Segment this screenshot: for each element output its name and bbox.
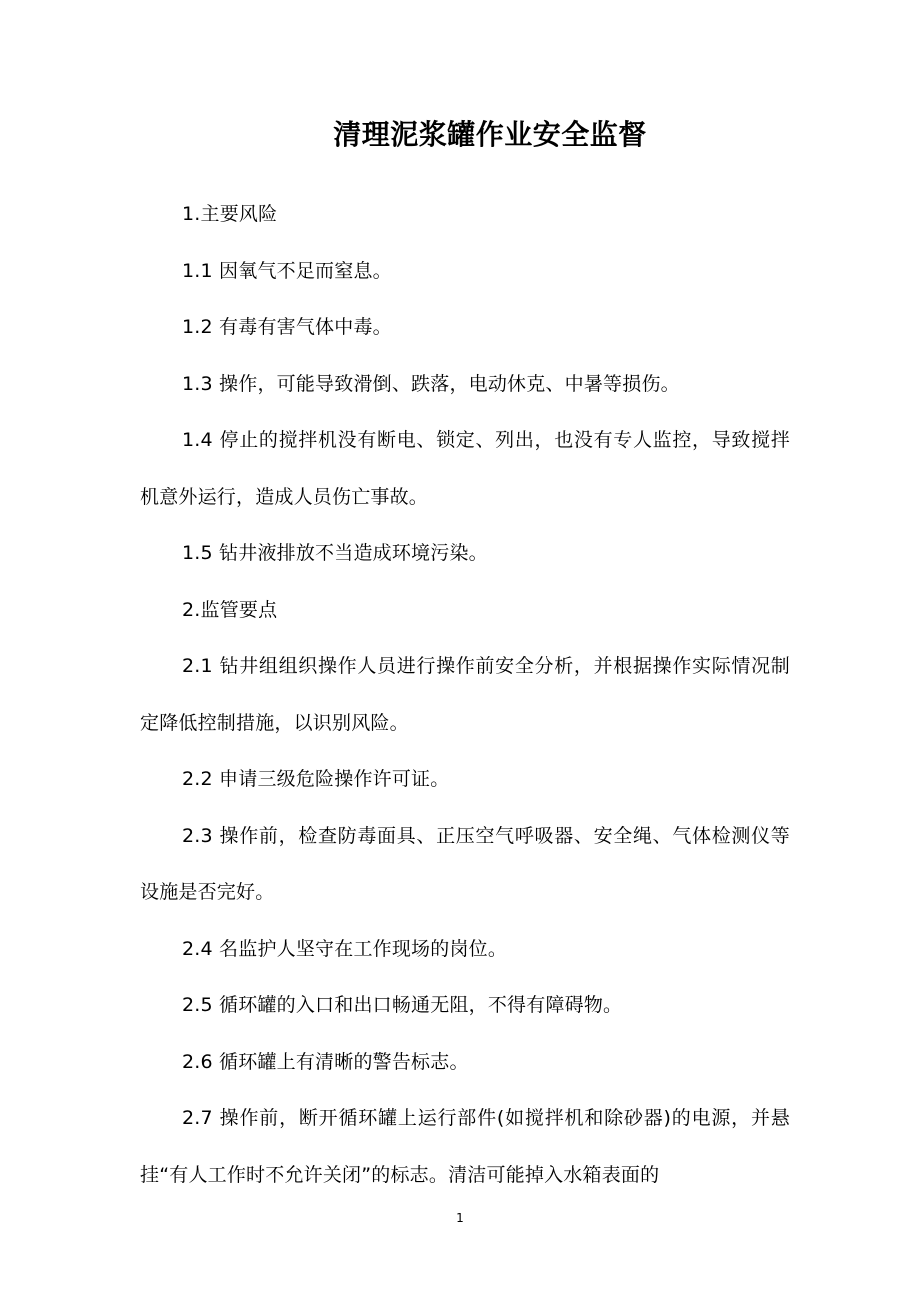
paragraph-1-5: 1.5 钻井液排放不当造成环境污染。 — [182, 542, 488, 564]
paragraph-2-6: 2.6 循环罐上有清晰的警告标志。 — [182, 1050, 469, 1073]
paragraph-2-5: 2.5 循环罐的入口和出口畅通无阻，不得有障碍物。 — [182, 994, 623, 1016]
paragraph-1-1: 1.1 因氧气不足而窒息。 — [182, 259, 392, 282]
paragraph-section-2-heading: 2.监管要点 — [182, 598, 278, 621]
paragraph-2-4: 2.4 名监护人坚守在工作现场的岗位。 — [182, 937, 508, 960]
document-body — [140, 186, 790, 1203]
paragraph-2-7: 2.7 操作前，断开循环罐上运行部件(如搅拌机和除砂器)的电源，并悬挂“有人工作时不允许关闭”的标志。清洁可能掉入水箱表面的 — [140, 1107, 790, 1186]
paragraph-2-3: 2.3 操作前，检查防毒面具、正压空气呼吸器、安全绳、气体检测仪等设施是否完好。 — [140, 824, 790, 903]
paragraph-2-1: 2.1 钻井组组织操作人员进行操作前安全分析，并根据操作实际情况制定降低控制措施，以识别风险。 — [140, 655, 790, 734]
document-title: 清理泥浆罐作业安全监督 — [333, 118, 647, 151]
paragraph-1-3: 1.3 操作，可能导致滑倒、跌落，电动休克、中暑等损伤。 — [182, 372, 680, 395]
paragraph-1-2: 1.2 有毒有害气体中毒。 — [182, 316, 392, 338]
page-number: 1 — [456, 1211, 464, 1225]
paragraph-section-1-heading: 1.主要风险 — [182, 203, 278, 225]
paragraph-1-4: 1.4 停止的搅拌机没有断电、锁定、列出，也没有专人监控，导致搅拌机意外运行，造成人员伤亡事故。 — [140, 429, 790, 508]
paragraph-2-2: 2.2 申请三级危险操作许可证。 — [182, 768, 450, 790]
